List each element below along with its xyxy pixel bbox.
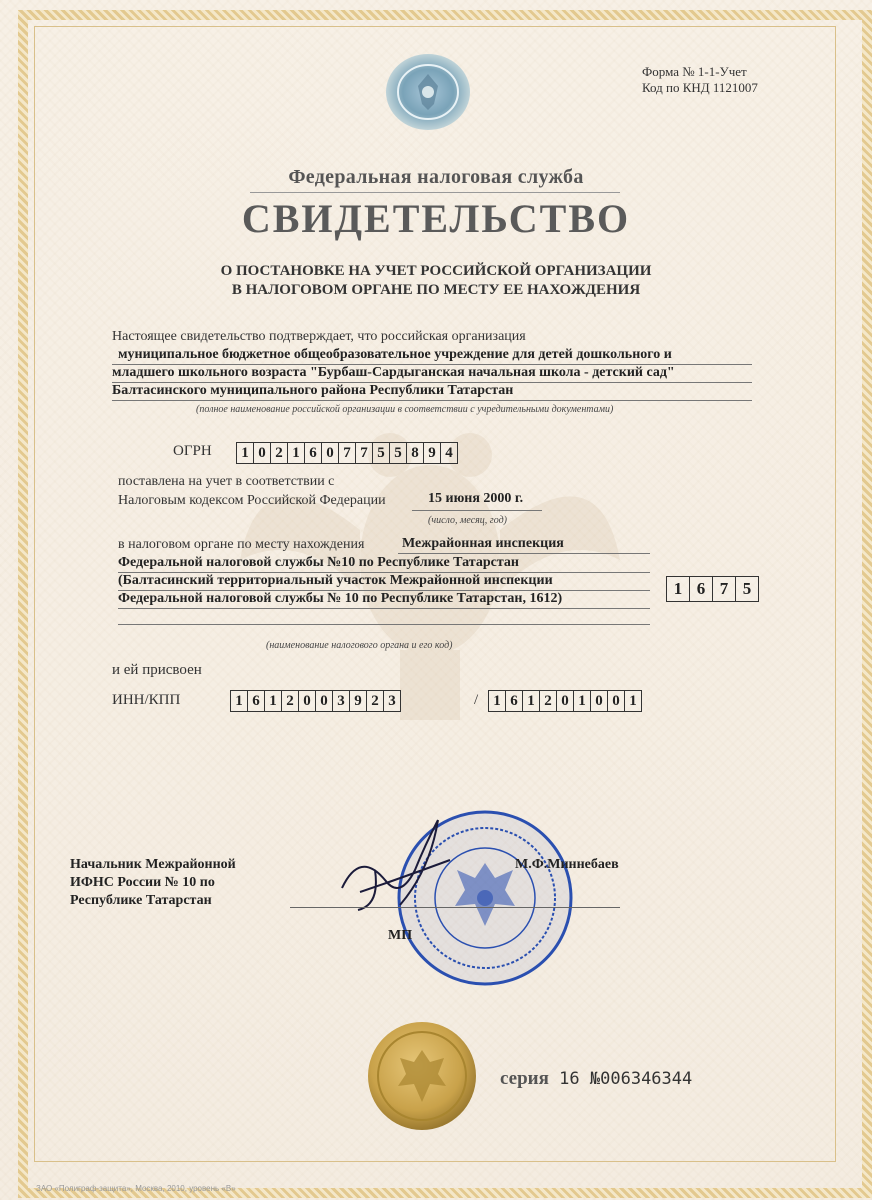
tax-office-line-4: Федеральной налоговой службы № 10 по Республике Татарстан, 1612) bbox=[118, 591, 563, 606]
org-name-note: (полное наименование российской организации в соответствии с учредительными документами) bbox=[196, 404, 614, 415]
inn-digit-boxes bbox=[230, 690, 401, 712]
date-note: (число, месяц, год) bbox=[428, 515, 507, 526]
tax-office-intro: в налоговом органе по месту нахождения bbox=[118, 537, 365, 552]
kpp-digit: 1 bbox=[574, 691, 591, 711]
registered-line-2: Налоговым кодексом Российской Федерации bbox=[118, 493, 386, 508]
inn-digit: 2 bbox=[282, 691, 299, 711]
ogrn-digit: 0 bbox=[254, 443, 271, 463]
tax-office-note: (наименование налогового органа и его код) bbox=[266, 640, 453, 651]
form-info bbox=[642, 64, 758, 96]
ogrn-digit: 8 bbox=[407, 443, 424, 463]
serial-series: 16 bbox=[559, 1069, 580, 1089]
ogrn-digit: 1 bbox=[288, 443, 305, 463]
inn-digit: 0 bbox=[316, 691, 333, 711]
kpp-digit: 0 bbox=[608, 691, 625, 711]
ogrn-digit: 7 bbox=[339, 443, 356, 463]
agency-name: Федеральная налоговая служба bbox=[288, 166, 584, 188]
document-subtitle bbox=[0, 262, 872, 300]
inn-digit: 9 bbox=[350, 691, 367, 711]
tax-office-line-1: Межрайонная инспекция bbox=[402, 536, 564, 551]
agency-underline bbox=[250, 192, 620, 193]
hologram-emblem-icon bbox=[384, 52, 472, 132]
ogrn-digit: 1 bbox=[237, 443, 254, 463]
org-name-line-2: младшего школьного возраста "Бурбаш-Сардыганская начальная школа - детский сад" bbox=[112, 365, 675, 380]
serial-label: серия bbox=[500, 1068, 549, 1089]
kpp-digit: 0 bbox=[557, 691, 574, 711]
subtitle-line-2: В НАЛОГОВОМ ОРГАНЕ ПО МЕСТУ ЕЕ НАХОЖДЕНИЯ bbox=[231, 282, 641, 298]
signatory-title-line-1: Начальник Межрайонной bbox=[70, 857, 236, 872]
subtitle-line-1: О ПОСТАНОВКЕ НА УЧЕТ РОССИЙСКОЙ ОРГАНИЗАЦИИ bbox=[220, 263, 652, 279]
tax-office-code-digit: 7 bbox=[713, 577, 736, 601]
ogrn-digit: 0 bbox=[322, 443, 339, 463]
tax-office-code-digit: 6 bbox=[690, 577, 713, 601]
tax-line-5-underline bbox=[118, 624, 650, 625]
signatory-title-line-3: Республике Татарстан bbox=[70, 893, 212, 908]
ogrn-digit: 2 bbox=[271, 443, 288, 463]
tax-line-4-underline bbox=[118, 608, 650, 609]
inn-digit: 0 bbox=[299, 691, 316, 711]
signatory-title-line-2: ИФНС России № 10 по bbox=[70, 875, 215, 890]
kpp-digit: 1 bbox=[523, 691, 540, 711]
inn-digit: 3 bbox=[388, 693, 396, 709]
kpp-digit: 0 bbox=[591, 691, 608, 711]
inn-kpp-label: ИНН/КПП bbox=[112, 692, 181, 708]
org-name-line-1: муниципальное бюджетное общеобразовательное учреждение для детей дошкольного и bbox=[118, 347, 672, 362]
ogrn-label: ОГРН bbox=[173, 443, 212, 459]
inn-digit: 2 bbox=[367, 691, 384, 711]
inn-kpp-separator: / bbox=[474, 692, 479, 708]
registered-line-1: поставлена на учет в соответствии с bbox=[118, 474, 335, 489]
form-code: Код по КНД 1121007 bbox=[642, 80, 758, 95]
ogrn-digit: 5 bbox=[390, 443, 407, 463]
ogrn-digit: 4 bbox=[445, 445, 453, 461]
registration-date: 15 июня 2000 г. bbox=[428, 491, 524, 506]
org-name-line-3: Балтасинского муниципального района Республики Татарстан bbox=[112, 383, 514, 398]
ogrn-digit: 9 bbox=[424, 443, 441, 463]
date-underline bbox=[412, 510, 542, 511]
ogrn-digit: 6 bbox=[305, 443, 322, 463]
inn-digit: 1 bbox=[265, 691, 282, 711]
signature-icon bbox=[330, 810, 470, 920]
signature-line bbox=[290, 907, 620, 908]
ogrn-digit-boxes bbox=[236, 442, 458, 464]
ogrn-digit: 5 bbox=[373, 443, 390, 463]
org-line-3-underline bbox=[112, 400, 752, 401]
printer-imprint: ЗАО «Полиграф-защита», Москва, 2010, уровень «В» bbox=[36, 1184, 236, 1193]
kpp-digit-boxes bbox=[488, 690, 642, 712]
tax-office-line-3: (Балтасинский территориальный участок Межрайонной инспекции bbox=[118, 573, 553, 588]
inn-digit: 6 bbox=[248, 691, 265, 711]
form-name: Форма № 1-1-Учет bbox=[642, 64, 747, 79]
signatory-name: М.Ф.Миннебаев bbox=[515, 857, 619, 872]
tax-office-code-boxes bbox=[666, 576, 759, 602]
assigned-label: и ей присвоен bbox=[112, 662, 202, 678]
tax-office-line-2: Федеральной налоговой службы №10 по Республике Татарстан bbox=[118, 555, 519, 570]
kpp-digit: 2 bbox=[540, 691, 557, 711]
signatory-title bbox=[70, 856, 236, 910]
kpp-digit: 1 bbox=[629, 693, 637, 709]
inn-digit: 3 bbox=[333, 691, 350, 711]
inn-digit: 1 bbox=[231, 691, 248, 711]
tax-office-code-digit: 1 bbox=[667, 577, 690, 601]
ogrn-digit: 7 bbox=[356, 443, 373, 463]
gold-seal-icon bbox=[366, 1020, 478, 1132]
kpp-digit: 1 bbox=[489, 691, 506, 711]
serial-number bbox=[500, 1068, 692, 1090]
tax-office-code-digit: 5 bbox=[742, 579, 752, 598]
kpp-digit: 6 bbox=[506, 691, 523, 711]
intro-text: Настоящее свидетельство подтверждает, что российская организация bbox=[112, 329, 526, 344]
serial-doc-number: №006346344 bbox=[589, 1069, 693, 1089]
mp-label: МП bbox=[388, 928, 413, 943]
tax-line-1-underline bbox=[398, 553, 650, 554]
document-title: СВИДЕТЕЛЬСТВО bbox=[241, 196, 631, 241]
